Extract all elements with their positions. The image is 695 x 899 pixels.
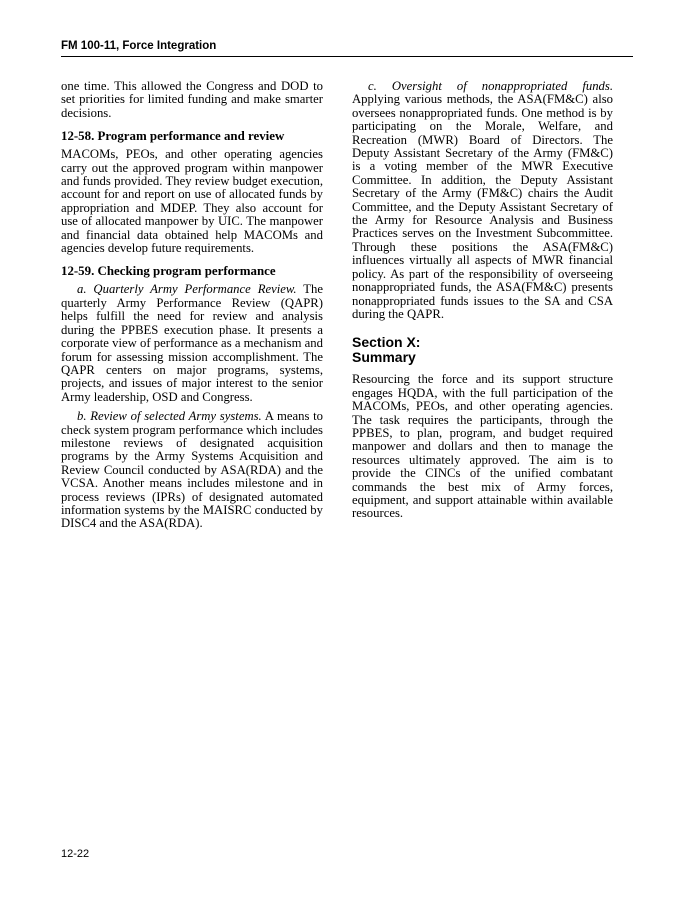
paragraph-b-body: A means to check system program performance which includes milestone reviews of designated acquisition programs by the Army Systems Acquisition and Review Council conducted by ASA(RDA) and the VCSA. Another means includes milestone and in process reviews (IPRs) of designated automated information systems by the MAISRC conducted by DISC4 and the ASA(RDA).	[61, 409, 323, 531]
paragraph-a	[61, 283, 323, 404]
program-performance-paragraph: MACOMs, PEOs, and other operating agencies carry out the approved program within manpower and funds provided. They review budget execution, account for and report on use of allocated funds by appropriation and MDEP. They also account for use of allocated manpower by UIC. The manpower and financial data obtained help MACOMs and agencies develop future requirements.	[61, 147, 323, 256]
page-number: 12-22	[61, 848, 90, 860]
running-header: FM 100-11, Force Integration	[61, 40, 217, 52]
summary-paragraph: Resourcing the force and its support structure engages HQDA, with the full participation of the MACOMs, PEOs, and other operating agencies. The task requires the participants, through the PPBES, to plan, program, and budget required manpower and dollars and then to manage the resources ultimately approved. The aim is to provide the CINCs of the unified combatant commands the best mix of Army forces, equipment, and support attainable within available resources.	[352, 372, 613, 521]
paragraph-b	[61, 410, 323, 531]
paragraph-b-label: b. Review of selected Army systems.	[77, 409, 262, 424]
section-heading-12-59: 12-59. Checking program performance	[61, 264, 276, 279]
section-title-line2: Summary	[352, 349, 416, 366]
left-column	[61, 80, 323, 531]
section-heading-12-58: 12-58. Program performance and review	[61, 129, 285, 144]
paragraph-a-label: a. Quarterly Army Performance Review.	[77, 282, 297, 297]
paragraph-a-body: The quarterly Army Performance Review (QAPR) helps fulfill the need for review and analysis during the PPBES execution phase. It presents a corporate view of performance as a mechanism and forum for assessing mission accomplishment. The QAPR centers on major programs, systems, projects, and issues of major interest to the senior Army leadership, OSD and Congress.	[61, 282, 323, 404]
section-title	[352, 335, 613, 365]
continuation-paragraph: one time. This allowed the Congress and DOD to set priorities for limited funding and make smarter decisions.	[61, 79, 323, 120]
paragraph-c-body: Applying various methods, the ASA(FM&C) also oversees nonappropriated funds. One method is by participating on the Morale, Welfare, and Recreation (MWR) Board of Directors. The Deputy Assistant Secretary of the Army (FM&C) is a voting member of the MWR Executive Committee. In addition, the Deputy Assistant Secretary of the Army (FM&C) chairs the Audit Committee, and the Deputy Assistant Secretary of the Army for Resource Analysis and Business Practices serves on the Investment Subcommittee. Through these positions the ASA(FM&C) influences virtually all aspects of MWR financial policy. As part of the responsibility of overseeing nonappropriated funds, the ASA(FM&C) presents nonappropriated funds issues to the SA and CSA during the QAPR.	[352, 92, 613, 321]
right-column	[352, 80, 613, 521]
paragraph-c	[352, 80, 613, 321]
paragraph-c-label: c. Oversight of nonappropriated funds.	[368, 79, 613, 93]
section-title-line1: Section X:	[352, 334, 421, 351]
header-rule	[61, 56, 633, 57]
